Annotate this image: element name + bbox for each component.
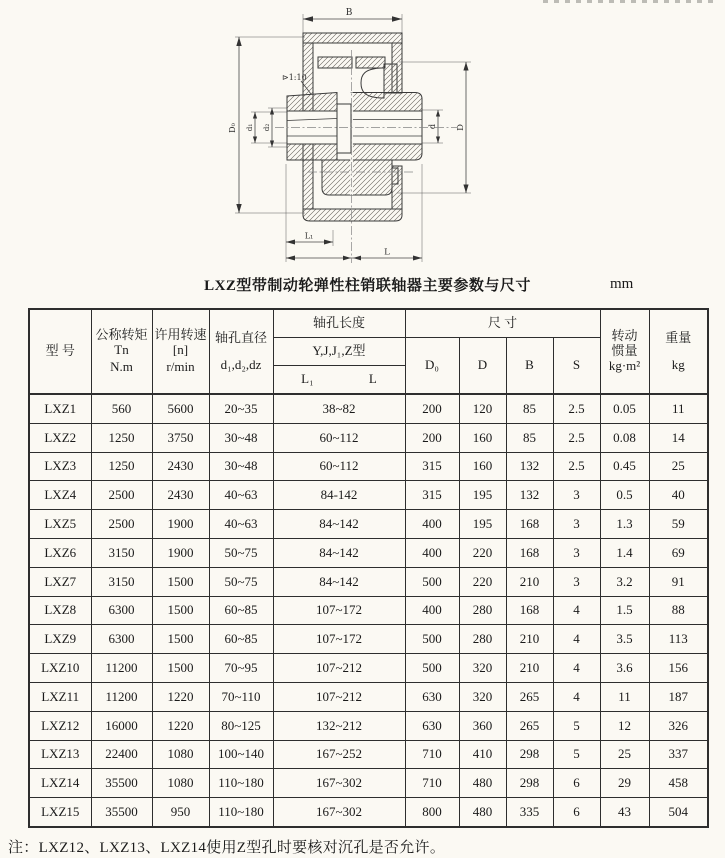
cell-d0: 400 [405, 596, 459, 625]
cell-tn: 22400 [91, 740, 152, 769]
cell-l_range: 107~212 [273, 654, 405, 683]
cell-n: 1220 [152, 682, 209, 711]
cell-n: 1080 [152, 740, 209, 769]
dim-label-D0: D₀ [228, 123, 237, 133]
header-weight-l2: kg [671, 356, 685, 372]
cell-model: LXZ11 [29, 682, 91, 711]
cell-s: 3 [553, 567, 600, 596]
cell-weight: 88 [649, 596, 708, 625]
cell-s: 2.5 [553, 423, 600, 452]
cell-n: 2430 [152, 481, 209, 510]
cell-s: 3 [553, 481, 600, 510]
cell-d_range: 40~63 [209, 510, 273, 539]
brake-hub-right [356, 57, 385, 68]
cell-l_range: 167~302 [273, 798, 405, 827]
cell-b: 85 [506, 423, 553, 452]
cell-d: 280 [459, 596, 506, 625]
cell-b: 85 [506, 394, 553, 423]
header-bore-len-types: Y,J,J₁,Z型 [273, 338, 405, 366]
cell-d0: 500 [405, 567, 459, 596]
table-row [29, 567, 708, 596]
cell-d: 360 [459, 711, 506, 740]
cell-d_range: 50~75 [209, 567, 273, 596]
cell-d_range: 100~140 [209, 740, 273, 769]
cell-d_range: 110~180 [209, 769, 273, 798]
cell-l_range: 132~212 [273, 711, 405, 740]
cell-tn: 3150 [91, 567, 152, 596]
cell-d: 195 [459, 481, 506, 510]
cell-inertia: 0.5 [600, 481, 649, 510]
cell-d0: 400 [405, 538, 459, 567]
cell-model: LXZ1 [29, 394, 91, 423]
page-title: LXZ型带制动轮弹性柱销联轴器主要参数与尺寸 [204, 278, 531, 294]
cell-d: 160 [459, 452, 506, 481]
cell-s: 6 [553, 769, 600, 798]
cell-d_range: 30~48 [209, 452, 273, 481]
parameter-table [28, 308, 709, 828]
cell-weight: 156 [649, 654, 708, 683]
cell-d: 160 [459, 423, 506, 452]
cell-d0: 500 [405, 625, 459, 654]
table-row [29, 740, 708, 769]
header-dim-b: B [506, 338, 553, 395]
header-speed-l2: [n] [172, 341, 189, 357]
cell-tn: 6300 [91, 625, 152, 654]
cell-weight: 69 [649, 538, 708, 567]
dim-label-d2: d₂ [262, 123, 271, 132]
cell-inertia: 1.4 [600, 538, 649, 567]
header-inertia [600, 309, 649, 394]
table-row [29, 423, 708, 452]
cell-model: LXZ14 [29, 769, 91, 798]
cell-d: 220 [459, 538, 506, 567]
cell-b: 210 [506, 567, 553, 596]
cell-l_range: 84~142 [273, 567, 405, 596]
clipped-text-artifact [543, 0, 715, 3]
cell-b: 298 [506, 740, 553, 769]
brake-wheel-rim-top [303, 33, 402, 43]
taper-label: ⊳1:10 [282, 73, 307, 82]
cell-n: 1080 [152, 769, 209, 798]
cell-d0: 710 [405, 740, 459, 769]
cell-weight: 14 [649, 423, 708, 452]
cell-d0: 400 [405, 510, 459, 539]
header-bore-dia-l1: 轴孔直径 [214, 329, 267, 345]
cell-s: 5 [553, 711, 600, 740]
header-inertia-l1: 转动 [611, 328, 638, 344]
cell-s: 2.5 [553, 452, 600, 481]
cell-d_range: 60~85 [209, 596, 273, 625]
cell-s: 4 [553, 654, 600, 683]
cell-model: LXZ9 [29, 625, 91, 654]
cell-d_range: 70~110 [209, 682, 273, 711]
header-bore-len-L1L [273, 366, 405, 395]
cell-s: 5 [553, 740, 600, 769]
cell-inertia: 3.2 [600, 567, 649, 596]
cell-model: LXZ8 [29, 596, 91, 625]
cell-n: 950 [152, 798, 209, 827]
cell-b: 210 [506, 625, 553, 654]
cell-b: 335 [506, 798, 553, 827]
coupling-parts [287, 33, 422, 221]
cell-model: LXZ12 [29, 711, 91, 740]
cell-d_range: 60~85 [209, 625, 273, 654]
header-L-label: L [368, 371, 377, 387]
cell-inertia: 11 [600, 682, 649, 711]
header-torque [91, 309, 152, 394]
cell-n: 2430 [152, 452, 209, 481]
cell-inertia: 25 [600, 740, 649, 769]
cell-inertia: 0.05 [600, 394, 649, 423]
pin-column [337, 104, 351, 153]
header-dims: 尺 寸 [405, 309, 600, 338]
cell-model: LXZ13 [29, 740, 91, 769]
cell-d0: 200 [405, 423, 459, 452]
table-row [29, 711, 708, 740]
cell-s: 3 [553, 538, 600, 567]
cell-l_range: 84~142 [273, 538, 405, 567]
right-hub-flange-upper [351, 93, 422, 112]
cell-s: 4 [553, 682, 600, 711]
cell-b: 132 [506, 481, 553, 510]
cell-model: LXZ6 [29, 538, 91, 567]
cell-l_range: 60~112 [273, 423, 405, 452]
cell-tn: 11200 [91, 654, 152, 683]
cell-l_range: 107~172 [273, 625, 405, 654]
cell-d0: 500 [405, 654, 459, 683]
header-torque-l2: N.m [110, 359, 133, 375]
cell-d0: 710 [405, 769, 459, 798]
pin-seat [384, 64, 397, 93]
cell-model: LXZ3 [29, 452, 91, 481]
cell-tn: 2500 [91, 481, 152, 510]
unit-label: mm [610, 276, 634, 292]
cell-b: 168 [506, 510, 553, 539]
cell-weight: 187 [649, 682, 708, 711]
left-hub-flange-upper [287, 93, 337, 112]
table-row [29, 682, 708, 711]
cell-d: 280 [459, 625, 506, 654]
table-row [29, 452, 708, 481]
header-inertia-l2: 惯量 [611, 343, 638, 359]
cell-d_range: 110~180 [209, 798, 273, 827]
cell-d0: 630 [405, 711, 459, 740]
cell-tn: 1250 [91, 423, 152, 452]
table-row [29, 625, 708, 654]
cell-n: 1900 [152, 538, 209, 567]
brake-hub-left [318, 57, 352, 68]
cell-inertia: 43 [600, 798, 649, 827]
cell-l_range: 84~142 [273, 510, 405, 539]
cell-s: 3 [553, 510, 600, 539]
cell-d: 320 [459, 682, 506, 711]
header-speed-l1: 许用转速 [154, 326, 207, 342]
cell-b: 298 [506, 769, 553, 798]
cell-s: 6 [553, 798, 600, 827]
cell-d0: 200 [405, 394, 459, 423]
cell-tn: 35500 [91, 798, 152, 827]
header-dim-d: D [459, 338, 506, 395]
cell-s: 4 [553, 625, 600, 654]
cell-inertia: 12 [600, 711, 649, 740]
cell-weight: 458 [649, 769, 708, 798]
header-weight-l1: 重量 [665, 329, 692, 345]
cell-l_range: 60~112 [273, 452, 405, 481]
cell-model: LXZ15 [29, 798, 91, 827]
cell-model: LXZ5 [29, 510, 91, 539]
cell-l_range: 107~172 [273, 596, 405, 625]
cell-inertia: 1.5 [600, 596, 649, 625]
cell-model: LXZ10 [29, 654, 91, 683]
table-header [29, 309, 708, 394]
header-bore-len: 轴孔长度 [273, 309, 405, 338]
cell-model: LXZ4 [29, 481, 91, 510]
header-bore-dia-l2: d₁,d₂,dz [220, 356, 262, 372]
header-model [29, 309, 91, 394]
dim-label-L: L [384, 247, 390, 258]
cell-weight: 91 [649, 567, 708, 596]
cell-d: 120 [459, 394, 506, 423]
cell-d: 195 [459, 510, 506, 539]
cell-n: 1500 [152, 567, 209, 596]
cell-weight: 504 [649, 798, 708, 827]
cell-d_range: 80~125 [209, 711, 273, 740]
cell-s: 4 [553, 596, 600, 625]
cell-n: 3750 [152, 423, 209, 452]
cell-d_range: 20~35 [209, 394, 273, 423]
table-row [29, 481, 708, 510]
header-L1-label: L₁ [301, 371, 314, 387]
dim-label-D: D [456, 124, 466, 131]
cell-b: 168 [506, 596, 553, 625]
coupling-section-drawing [225, 0, 525, 265]
cell-tn: 35500 [91, 769, 152, 798]
cell-n: 1900 [152, 510, 209, 539]
left-hub-flange-lower [287, 144, 337, 160]
cell-tn: 11200 [91, 682, 152, 711]
cell-b: 265 [506, 682, 553, 711]
cell-s: 2.5 [553, 394, 600, 423]
cell-d_range: 40~63 [209, 481, 273, 510]
table-row [29, 769, 708, 798]
cell-model: LXZ2 [29, 423, 91, 452]
cell-weight: 59 [649, 510, 708, 539]
header-weight [649, 309, 708, 394]
cell-b: 265 [506, 711, 553, 740]
inner-hub-lower [322, 160, 398, 195]
cell-n: 1500 [152, 625, 209, 654]
cell-d_range: 50~75 [209, 538, 273, 567]
cell-d0: 315 [405, 452, 459, 481]
header-bore-dia [209, 309, 273, 394]
header-torque-l1: 公称转矩Tn [95, 326, 148, 357]
dim-label-B: B [345, 8, 353, 18]
cell-n: 1220 [152, 711, 209, 740]
table-row [29, 654, 708, 683]
cell-d: 410 [459, 740, 506, 769]
cell-d_range: 30~48 [209, 423, 273, 452]
table-row [29, 510, 708, 539]
cell-weight: 337 [649, 740, 708, 769]
dim-label-L1: L₁ [304, 231, 314, 241]
cell-weight: 113 [649, 625, 708, 654]
cell-inertia: 29 [600, 769, 649, 798]
table-row [29, 596, 708, 625]
cell-d0: 800 [405, 798, 459, 827]
dim-label-d: d [428, 123, 437, 130]
cell-d0: 315 [405, 481, 459, 510]
footnote: 注：LXZ12、LXZ13、LXZ14使用Z型孔时要核对沉孔是否允许。 [8, 840, 446, 856]
cell-l_range: 107~212 [273, 682, 405, 711]
cell-model: LXZ7 [29, 567, 91, 596]
cell-tn: 2500 [91, 510, 152, 539]
header-speed [152, 309, 209, 394]
cell-n: 1500 [152, 596, 209, 625]
cell-tn: 16000 [91, 711, 152, 740]
parameter-table-wrap [28, 308, 709, 828]
cell-l_range: 38~82 [273, 394, 405, 423]
table-row [29, 798, 708, 827]
cell-inertia: 0.45 [600, 452, 649, 481]
cell-d: 480 [459, 798, 506, 827]
cell-weight: 40 [649, 481, 708, 510]
cell-tn: 1250 [91, 452, 152, 481]
cell-inertia: 3.6 [600, 654, 649, 683]
dim-label-d1: d₁ [245, 123, 254, 132]
cell-l_range: 167~252 [273, 740, 405, 769]
table-row [29, 394, 708, 423]
header-model-label: 型 号 [45, 343, 75, 359]
header-inertia-l3: kg·m² [608, 357, 641, 373]
cell-d: 480 [459, 769, 506, 798]
title-bar [28, 274, 707, 295]
header-dim-s: S [553, 338, 600, 395]
cell-weight: 326 [649, 711, 708, 740]
cell-l_range: 84-142 [273, 481, 405, 510]
brake-wheel-rim-bottom [303, 209, 402, 221]
cell-d: 320 [459, 654, 506, 683]
cell-weight: 25 [649, 452, 708, 481]
cell-n: 5600 [152, 394, 209, 423]
cell-tn: 3150 [91, 538, 152, 567]
cell-l_range: 167~302 [273, 769, 405, 798]
cell-d: 220 [459, 567, 506, 596]
header-dim-d0: D₀ [405, 338, 459, 395]
table-row [29, 538, 708, 567]
cell-b: 168 [506, 538, 553, 567]
cell-weight: 11 [649, 394, 708, 423]
cell-d_range: 70~95 [209, 654, 273, 683]
right-hub-flange-lower [351, 144, 422, 160]
cell-inertia: 0.08 [600, 423, 649, 452]
cell-b: 210 [506, 654, 553, 683]
header-speed-l3: r/min [166, 359, 195, 375]
cell-d0: 630 [405, 682, 459, 711]
cell-inertia: 1.3 [600, 510, 649, 539]
cell-n: 1500 [152, 654, 209, 683]
cell-b: 132 [506, 452, 553, 481]
cell-tn: 560 [91, 394, 152, 423]
cell-tn: 6300 [91, 596, 152, 625]
table-body [29, 394, 708, 827]
cell-inertia: 3.5 [600, 625, 649, 654]
